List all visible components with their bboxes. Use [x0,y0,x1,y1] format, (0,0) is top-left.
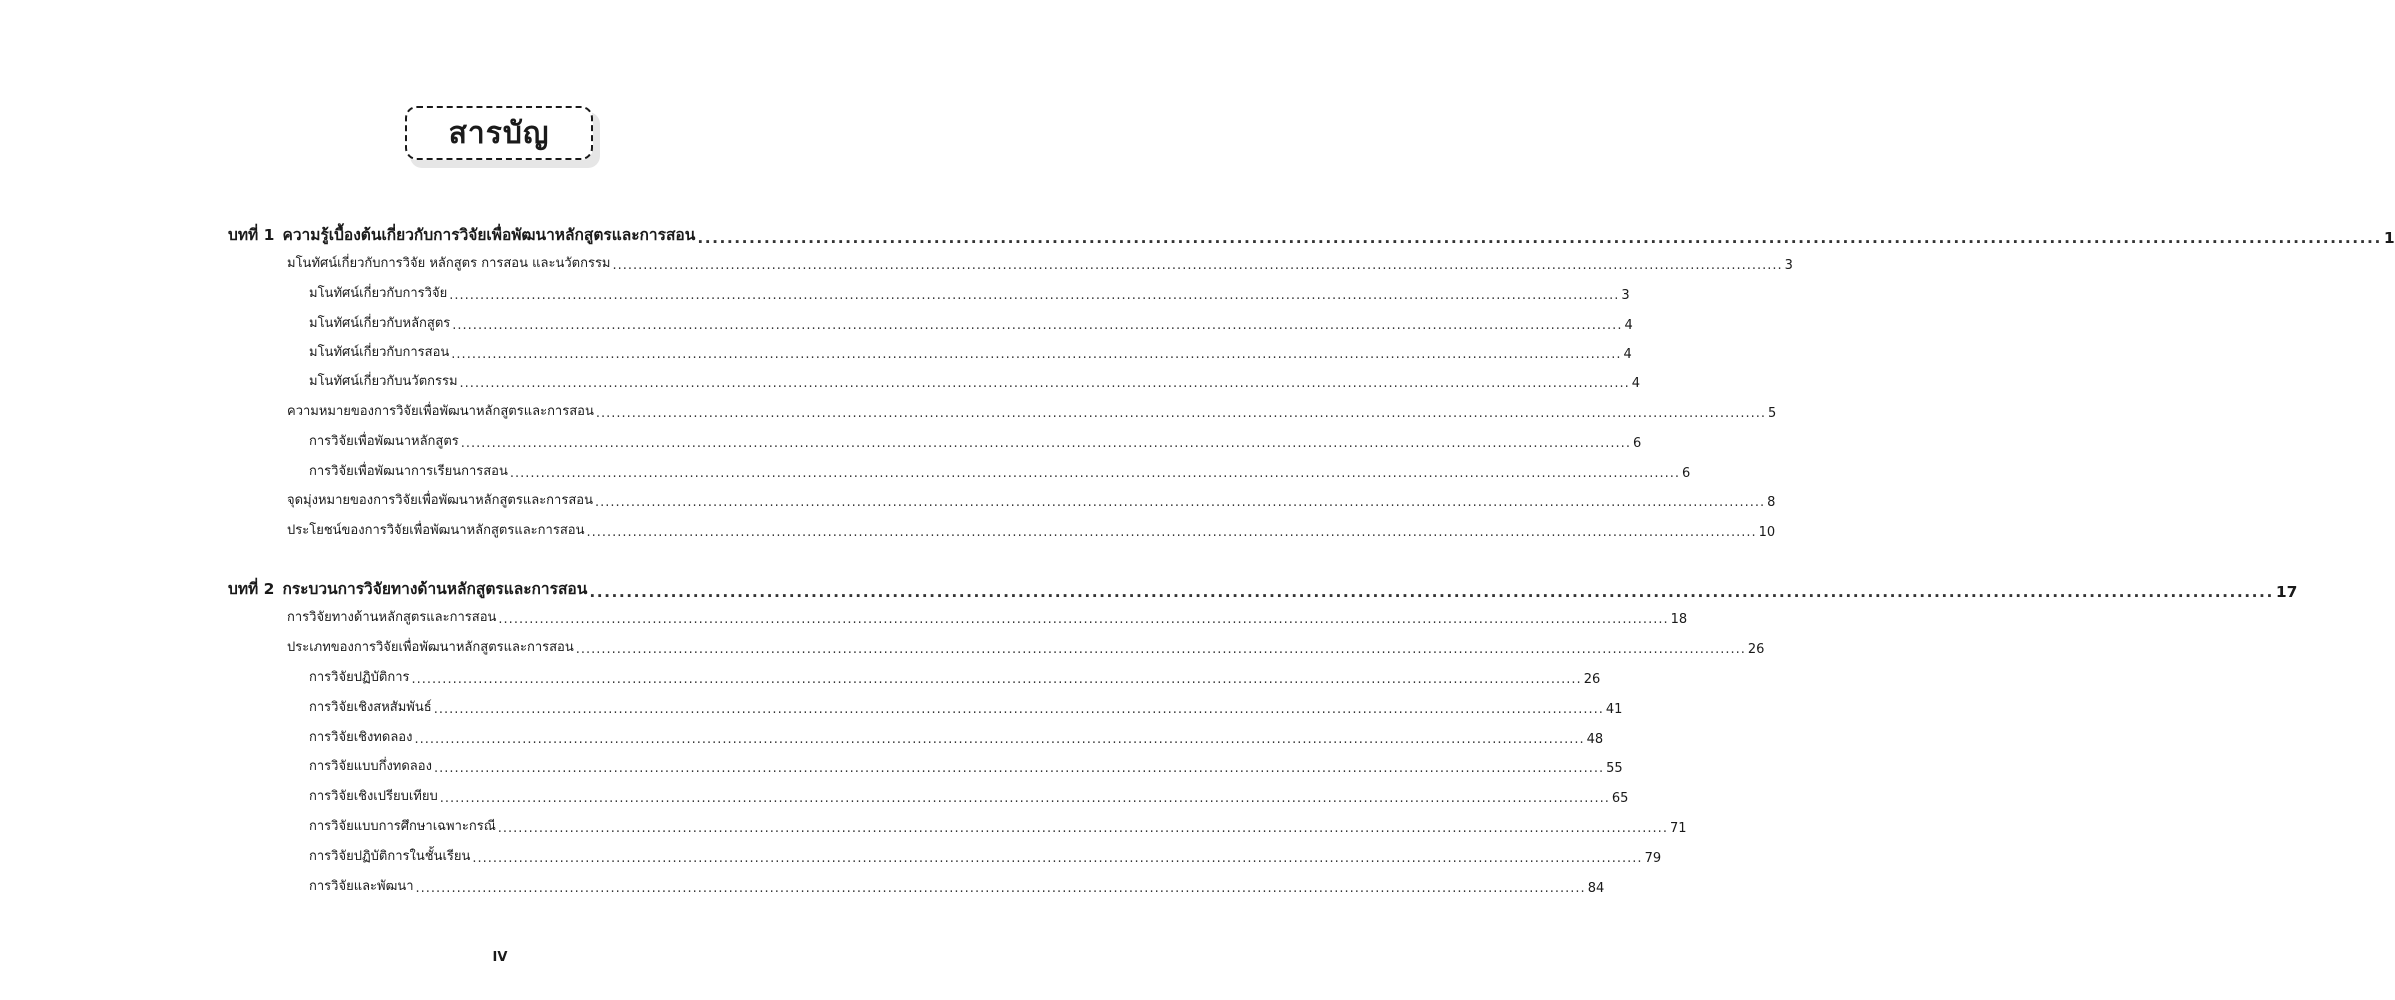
dot-leader: .................................................................................................................................................................................................................................... [414,732,1585,747]
entry-label: ความหมายของการวิจัยเพื่อพัฒนาหลักสูตรและการสอน [287,404,594,419]
chapter-title: ความรู้เบื้องต้นเกี่ยวกับการวิจัยเพื่อพัฒนาหลักสูตรและการสอน [282,226,696,244]
page-ref: 4 [1624,318,1633,333]
page-ref: 3 [1621,288,1630,303]
toc-entry[interactable] [309,312,1633,333]
dot-leader: .................................................................................................................................................................................................................................... [498,612,1669,627]
dot-leader: .................................................................................................................................................................................................................................... [433,702,1604,717]
page-ref: 3 [1784,258,1793,273]
entry-label: มโนทัศน์เกี่ยวกับการสอน [309,345,450,360]
chapter-heading [228,576,589,601]
toc-entry[interactable] [309,282,1630,303]
page-ref: 8 [1767,495,1776,510]
toc-entry[interactable] [309,845,1662,866]
entry-label: การวิจัยแบบกึ่งทดลอง [309,759,432,774]
entry-label: การวิจัยเชิงทดลอง [309,730,413,745]
page-number: IV [492,950,508,965]
entry-label: มโนทัศน์เกี่ยวกับการวิจัย [309,286,448,301]
dot-leader: .................................................................................................................................................................................................................................... [697,229,2382,247]
dot-leader: .................................................................................................................................................................................................................................... [594,495,1766,510]
page-ref: 10 [1758,525,1776,540]
toc-entry[interactable] [287,636,1765,657]
dot-leader: .................................................................................................................................................................................................................................... [449,288,1620,303]
page-ref: 18 [1670,612,1688,627]
toc-entry[interactable] [309,755,1623,776]
toc-entry[interactable] [309,875,1605,896]
page-ref: 55 [1606,761,1623,776]
entry-label: การวิจัยเพื่อพัฒนาหลักสูตร [309,434,459,449]
entry-label: ประเภทของการวิจัยเพื่อพัฒนาหลักสูตรและการสอน [287,640,574,655]
entry-label: มโนทัศน์เกี่ยวกับนวัตกรรม [309,374,458,389]
dot-leader: .................................................................................................................................................................................................................................... [497,821,1668,836]
page-ref: 26 [1747,642,1765,657]
toc-entry[interactable] [287,489,1776,510]
dot-leader: .................................................................................................................................................................................................................................... [411,672,1582,687]
dot-leader: .................................................................................................................................................................................................................................... [460,436,1631,451]
entry-label: การวิจัยทางด้านหลักสูตรและการสอน [287,610,497,625]
toc-chapter-2[interactable] [228,576,2298,601]
dot-leader: .................................................................................................................................................................................................................................... [452,318,1623,333]
entry-label: จุดมุ่งหมายของการวิจัยเพื่อพัฒนาหลักสูตรและการสอน [287,493,593,508]
dot-leader: .................................................................................................................................................................................................................................... [433,761,1605,776]
dot-leader: .................................................................................................................................................................................................................................... [459,376,1630,391]
page-title: สารบัญ [448,115,550,151]
entry-label: การวิจัยแบบการศึกษาเฉพาะกรณี [309,819,496,834]
dot-leader: .................................................................................................................................................................................................................................... [439,791,1610,806]
dot-leader: .................................................................................................................................................................................................................................... [612,258,1783,273]
dot-leader: .................................................................................................................................................................................................................................... [589,583,2274,601]
dot-leader: .................................................................................................................................................................................................................................... [509,466,1681,481]
page-ref: 79 [1644,851,1662,866]
page-ref: 6 [1682,466,1691,481]
toc-chapter-1[interactable] [228,222,2395,247]
title-box [405,106,593,160]
chapter-title: กระบวนการวิจัยทางด้านหลักสูตรและการสอน [282,580,588,598]
toc-entry[interactable] [287,519,1776,540]
toc-entry[interactable] [309,430,1642,451]
toc-entry[interactable] [309,785,1629,806]
toc-entry[interactable] [309,726,1604,747]
entry-label: การวิจัยเชิงสหสัมพันธ์ [309,700,432,715]
page-ref: 26 [1583,672,1601,687]
toc-entry[interactable] [309,370,1640,391]
page-ref: 71 [1669,821,1687,836]
entry-label: มโนทัศน์เกี่ยวกับหลักสูตร [309,316,451,331]
dot-leader: .................................................................................................................................................................................................................................... [451,347,1622,362]
page-ref: 6 [1632,436,1642,451]
page-ref: 1 [2383,229,2395,247]
dot-leader: .................................................................................................................................................................................................................................... [472,851,1643,866]
toc-entry[interactable] [287,606,1688,627]
toc-entry[interactable] [309,666,1601,687]
page-ref: 48 [1586,732,1604,747]
entry-label: การวิจัยเพื่อพัฒนาการเรียนการสอน [309,464,508,479]
entry-label: การวิจัยและพัฒนา [309,879,414,894]
toc-entry[interactable] [309,341,1632,362]
dot-leader: .................................................................................................................................................................................................................................... [586,525,1757,540]
page-ref: 4 [1623,347,1632,362]
dot-leader: .................................................................................................................................................................................................................................... [575,642,1746,657]
toc-entry[interactable] [309,696,1623,717]
toc-entry[interactable] [309,460,1691,481]
dot-leader: .................................................................................................................................................................................................................................... [595,406,1767,421]
page-ref: 84 [1587,881,1605,896]
dot-leader: .................................................................................................................................................................................................................................... [415,881,1586,896]
entry-label: ประโยชน์ของการวิจัยเพื่อพัฒนาหลักสูตรและการสอน [287,523,585,538]
page-ref: 65 [1611,791,1629,806]
entry-label: การวิจัยปฏิบัติการในชั้นเรียน [309,849,471,864]
page-ref: 17 [2275,583,2298,601]
entry-label: การวิจัยปฏิบัติการ [309,670,410,685]
toc-entry[interactable] [287,400,1777,421]
entry-label: มโนทัศน์เกี่ยวกับการวิจัย หลักสูตร การสอน และนวัตกรรม [287,256,611,271]
toc-entry[interactable] [287,252,1793,273]
page-ref: 4 [1631,376,1640,391]
toc-entry[interactable] [309,815,1687,836]
page-ref: 5 [1768,406,1777,421]
entry-label: การวิจัยเชิงเปรียบเทียบ [309,789,438,804]
page-ref: 41 [1605,702,1623,717]
chapter-heading [228,222,697,247]
chapter-number: บทที่ 2 [228,580,275,598]
chapter-number: บทที่ 1 [228,226,275,244]
